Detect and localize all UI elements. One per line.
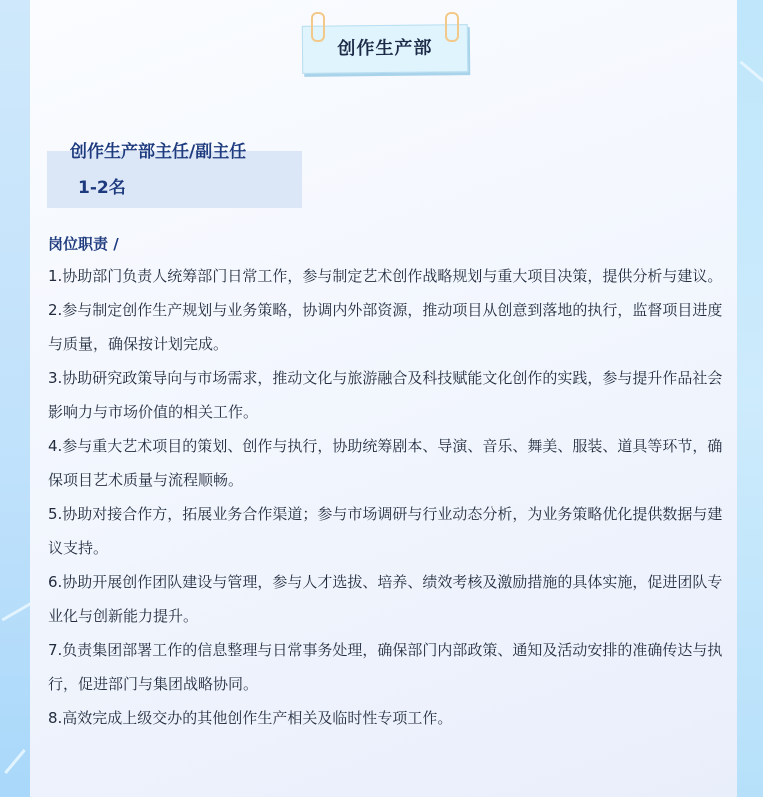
duty-item: 1.协助部门负责人统筹部门日常工作，参与制定艺术创作战略规划与重大项目决策，提供分析与建议。 (48, 267, 723, 285)
duty-item: 7.负责集团部署工作的信息整理与日常事务处理，确保部门内部政策、通知及活动安排的准确传达与执行，促进部门与集团战略协同。 (48, 641, 723, 693)
department-tag-label: 创作生产部 (337, 37, 433, 60)
duties-list (48, 259, 724, 735)
duty-item: 6.协助开展创作团队建设与管理，参与人才选拔、培养、绩效考核及激励措施的具体实施，促进团队专业化与创新能力提升。 (48, 573, 723, 625)
job-headcount: 1-2名 (78, 178, 126, 198)
duty-item: 2.参与制定创作生产规划与业务策略，协调内外部资源，推动项目从创意到落地的执行，监督项目进度与质量，确保按计划完成。 (48, 301, 723, 353)
paper-clip-icon (445, 12, 459, 42)
duties-heading: 岗位职责 / (48, 235, 119, 253)
paper-clip-icon (311, 12, 325, 42)
job-title: 创作生产部主任/副主任 (70, 142, 247, 162)
background-left-panel (0, 0, 30, 797)
duty-item: 3.协助研究政策导向与市场需求，推动文化与旅游融合及科技赋能文化创作的实践，参与提升作品社会影响力与市场价值的相关工作。 (48, 369, 723, 421)
duty-item: 8.高效完成上级交办的其他创作生产相关及临时性专项工作。 (48, 709, 453, 727)
department-tag (302, 24, 468, 74)
duty-item: 5.协助对接合作方，拓展业务合作渠道；参与市场调研与行业动态分析，为业务策略优化提供数据与建议支持。 (48, 505, 723, 557)
background-right-panel (737, 0, 763, 797)
duty-item: 4.参与重大艺术项目的策划、创作与执行，协助统筹剧本、导演、音乐、舞美、服装、道具等环节，确保项目艺术质量与流程顺畅。 (48, 437, 723, 489)
